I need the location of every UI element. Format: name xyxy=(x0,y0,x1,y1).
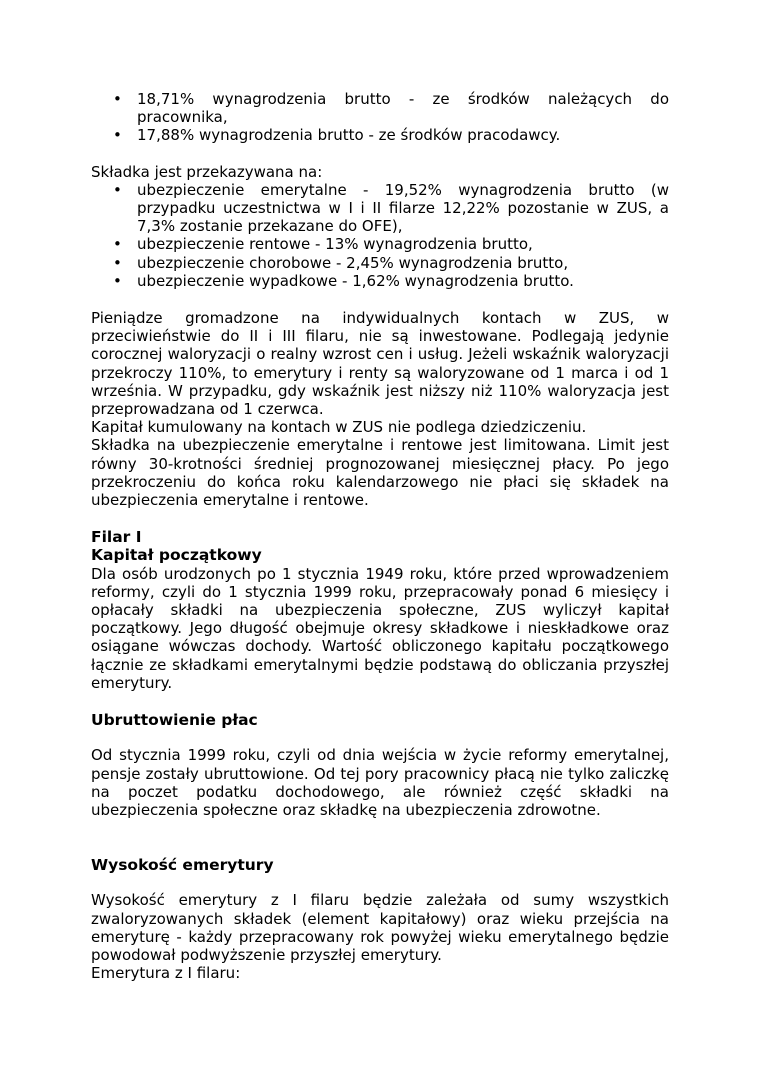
list-item: • ubezpieczenie rentowe - 13% wynagrodzenia brutto, xyxy=(113,235,533,254)
list-item: • 17,88% wynagrodzenia brutto - ze środków pracodawcy. xyxy=(113,126,561,145)
bullet-icon: • xyxy=(113,180,122,199)
bullet-icon: • xyxy=(113,90,122,108)
paragraph-gross-wages: Od stycznia 1999 roku, czyli od dnia wejścia w życie reformy emerytalnej, pensje zostały ubruttowione. Od tej pory pracownicy płacą nie tylko zaliczkę na poczet podatku dochodowego, ale również część składki na ubezpieczenia społeczne oraz składkę na ubezpieczenia zdrowotne. xyxy=(91,746,669,819)
heading-gross-wages: Ubruttowienie płac xyxy=(91,711,258,730)
paragraph-initial-capital: Dla osób urodzonych po 1 stycznia 1949 roku, które przed wprowadzeniem reformy, czyli do 1 stycznia 1999 roku, przepracowały ponad 6 miesięcy i opłacały składki na ubezpieczenia społeczne, ZUS wyliczył kapitał początkowy. Jego długość obejmuje okresy składkowe i nieskładkowe oraz osiągane wówczas dochody. Wartość obliczonego kapitału początkowego łącznie ze składkami emerytalnymi będzie podstawą do obliczania przyszłej emerytury. xyxy=(91,564,669,692)
document-page xyxy=(91,90,669,982)
section-intro: Składka jest przekazywana na: xyxy=(91,162,323,181)
list-item: • ubezpieczenie emerytalne - 19,52% wynagrodzenia brutto (w przypadku uczestnictwa w I i II filarze 12,22% pozostanie w ZUS, a 7,3% zostanie przekazane do OFE), xyxy=(113,180,669,236)
paragraph-inheritance: Kapitał kumulowany na kontach w ZUS nie podlega dziedziczeniu. xyxy=(91,418,587,437)
paragraph-funds: Pieniądze gromadzone na indywidualnych kontach w ZUS, w przeciwieństwie do II i III filaru, nie są inwestowane. Podlegają jedynie corocznej waloryzacji o realny wzrost cen i usług. Jeżeli wskaźnik waloryzacji przekroczy 110%, to emerytury i renty są waloryzowane od 1 marca i od 1 września. W przypadku, gdy wskaźnik jest niższy niż 110% waloryzacja jest przeprowadzana od 1 czerwca. xyxy=(91,309,669,419)
bullet-icon: • xyxy=(113,126,122,145)
bullet-icon: • xyxy=(113,235,122,254)
list-item: • 18,71% wynagrodzenia brutto - ze środków należących do pracownika, xyxy=(113,90,669,127)
bullet-icon: • xyxy=(113,271,122,290)
bullet-icon: • xyxy=(113,253,122,272)
paragraph-limit: Składka na ubezpieczenie emerytalne i rentowe jest limitowana. Limit jest równy 30-krotności średniej prognozowanej miesięcznej płacy. Po jego przekroczeniu do końca roku kalendarzowego nie płaci się składek na ubezpieczenia emerytalne i rentowe. xyxy=(91,436,669,510)
heading-initial-capital: Kapitał początkowy xyxy=(91,546,262,565)
heading-pension-amount: Wysokość emerytury xyxy=(91,856,274,875)
paragraph-pension-amount: Wysokość emerytury z I filaru będzie zależała od sumy wszystkich zwaloryzowanych składek (element kapitałowy) oraz wieku przejścia na emeryturę - każdy przepracowany rok powyżej wieku emerytalnego będzie powodował podwyższenie przyszłej emerytury. xyxy=(91,891,669,964)
contribution-allocation-list xyxy=(91,181,669,290)
list-item: • ubezpieczenie wypadkowe - 1,62% wynagrodzenia brutto. xyxy=(113,271,574,290)
heading-filar: Filar I xyxy=(91,528,142,547)
list-item: • ubezpieczenie chorobowe - 2,45% wynagrodzenia brutto, xyxy=(113,253,569,272)
contribution-sources-list xyxy=(91,90,669,145)
paragraph-pension-label: Emerytura z I filaru: xyxy=(91,964,241,983)
